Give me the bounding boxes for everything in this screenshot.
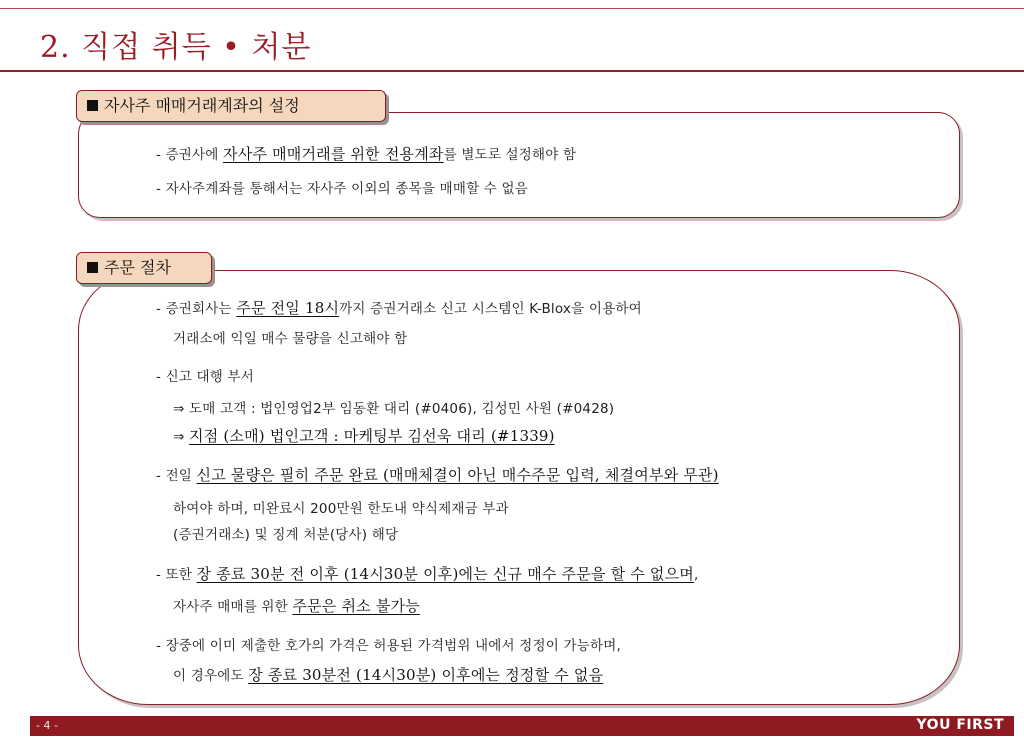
- arrow-text: ⇒: [173, 429, 190, 445]
- text-segment: ,: [693, 567, 699, 583]
- slide-title: 2. 직접 취득 • 처분: [40, 30, 312, 65]
- text-line: - 장중에 이미 제출한 호가의 가격은 허용된 가격범위 내에서 정정이 가능하며,: [156, 638, 621, 654]
- account-setup-box: [78, 112, 960, 218]
- section-heading-order: [76, 252, 212, 284]
- underlined-text: 주문 전일 18시: [236, 299, 340, 317]
- section-heading-text: 주문 절차: [104, 258, 171, 277]
- text-line: [156, 297, 642, 318]
- text-line: [173, 595, 420, 616]
- underlined-text: 자사주 매매거래를 위한 전용계좌: [223, 145, 444, 163]
- text-line: ⇒ 도매 고객 : 법인영업2부 임동환 대리 (#0406), 김성민 사원 (#0428): [173, 401, 615, 417]
- text-line: [156, 143, 576, 164]
- text-line: [156, 464, 719, 485]
- text-line: 하여야 하며, 미완료시 200만원 한도내 약식제재금 부과: [173, 501, 509, 517]
- page-number: - 4 -: [36, 719, 58, 732]
- text-segment: - 전일: [156, 468, 197, 484]
- text-line: - 자사주계좌를 통해서는 자사주 이외의 종목을 매매할 수 없음: [156, 181, 529, 197]
- square-bullet-icon: [87, 100, 98, 111]
- text-segment: 까지 증권거래소 신고 시스템인 K-Blox을 이용하여: [339, 301, 642, 317]
- text-segment: - 또한: [156, 567, 197, 583]
- text-line: - 신고 대행 부서: [156, 369, 254, 385]
- square-bullet-icon: [87, 262, 98, 273]
- footer-bar: [30, 716, 1014, 736]
- text-segment: 를 별도로 설정해야 함: [443, 147, 577, 163]
- text-line: 거래소에 익일 매수 물량을 신고해야 함: [173, 331, 408, 347]
- text-line: [173, 664, 603, 685]
- text-segment: 자사주 매매를 위한: [173, 599, 293, 615]
- underlined-text: 신고 물량은 필히 주문 완료 (매매체결이 아닌 매수주문 입력, 체결여부와 무관): [196, 466, 719, 484]
- underlined-text: 장 종료 30분 전 이후 (14시30분 이후)에는 신규 매수 주문을 할 수 없으며: [196, 565, 694, 583]
- text-line: [173, 425, 555, 446]
- brand-logo: YOU FIRST: [916, 717, 1004, 733]
- title-underline: [0, 70, 1024, 72]
- text-segment: 이 경우에도: [173, 668, 249, 684]
- section-heading-text: 자사주 매매거래계좌의 설정: [104, 96, 300, 115]
- top-rule: [0, 8, 1024, 9]
- text-line: [156, 563, 698, 584]
- underlined-text: 장 종료 30분전 (14시30분) 이후에는 정정할 수 없음: [248, 666, 604, 684]
- text-line: (증권거래소) 및 징계 처분(당사) 해당: [173, 527, 399, 543]
- text-segment: - 증권회사는: [156, 301, 237, 317]
- underlined-text: 지점 (소매) 법인고객 : 마케팅부 김선욱 대리 (#1339): [189, 427, 555, 445]
- underlined-text: 주문은 취소 불가능: [292, 597, 420, 615]
- section-heading-account: [76, 90, 386, 122]
- text-segment: - 증권사에: [156, 147, 224, 163]
